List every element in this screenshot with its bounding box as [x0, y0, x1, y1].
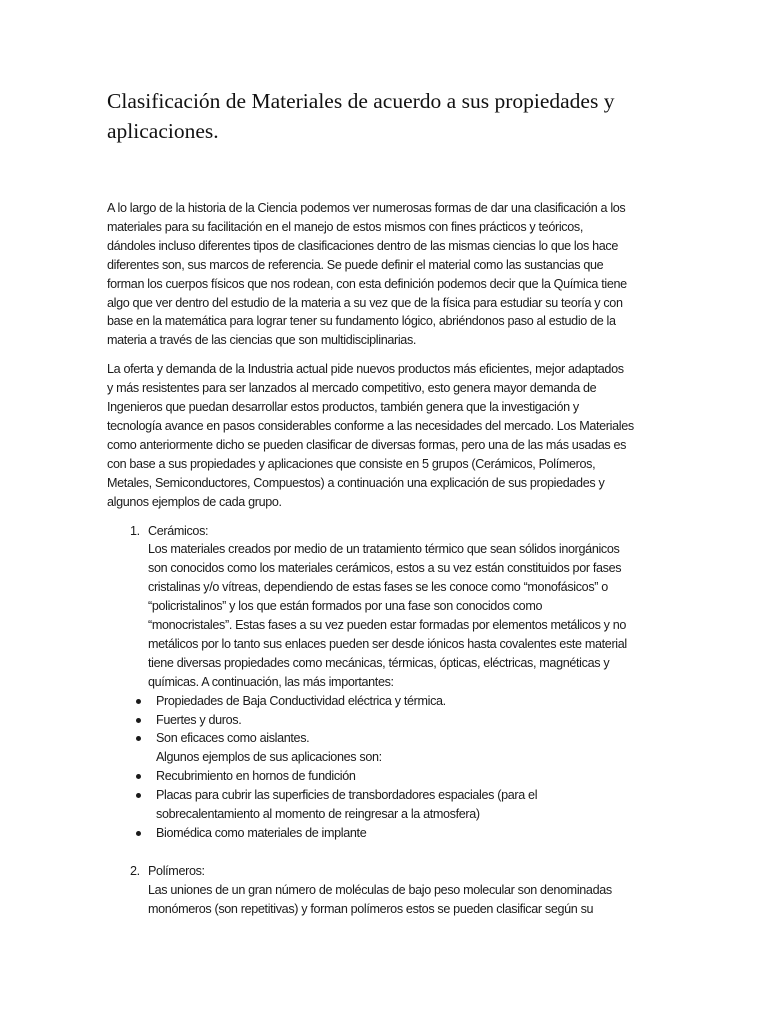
text-line: materia a través de las ciencias que son multidisciplinarias. [107, 333, 417, 348]
list-item [107, 767, 707, 786]
text-line: con base a sus propiedades y aplicaciones que consiste en 5 grupos (Cerámicos, Polímeros, [107, 456, 596, 471]
list-item-text: Fuertes y duros. [156, 712, 242, 727]
industry-paragraph [107, 360, 707, 511]
section-ceramicos [107, 522, 707, 692]
bullet-icon [136, 793, 141, 798]
title-line: Clasificación de Materiales de acuerdo a sus propiedades y [107, 89, 615, 113]
document-body [107, 199, 707, 919]
section-heading: Cerámicos: [148, 523, 209, 538]
list-item [107, 786, 707, 824]
applications-intro: Algunos ejemplos de sus aplicaciones son: [156, 750, 382, 765]
text-line: Las uniones de un gran número de moléculas de bajo peso molecular son denominadas [148, 882, 612, 897]
text-line: diferentes son, sus marcos de referencia. Se puede definir el material como las sustancias que [107, 257, 604, 272]
text-line: algo que ver dentro del estudio de la materia a su vez que de la física para estudiar su teoría y con [107, 295, 623, 310]
list-item [107, 711, 707, 730]
list-item-text: sobrecalentamiento al momento de reingresar a la atmosfera) [156, 807, 480, 822]
list-item [107, 729, 707, 748]
properties-list [107, 692, 707, 749]
text-line: materiales para su facilitación en el manejo de estos mismos con fines prácticos y teóricos, [107, 219, 583, 234]
text-line: “policristalinos” y los que están formados por una fase son conocidos como [148, 599, 543, 614]
text-line: La oferta y demanda de la Industria actual pide nuevos productos más eficientes, mejor adaptados [107, 362, 624, 377]
intro-paragraph [107, 199, 707, 350]
bullet-icon [136, 718, 141, 723]
list-number: 2. [130, 863, 140, 878]
text-line: dándoles incluso diferentes tipos de clasificaciones dentro de las mismas ciencias lo que los hace [107, 238, 619, 253]
section-text [148, 881, 707, 919]
document-title [107, 86, 707, 146]
text-line: base en la matemática para lograr tener su fundamento lógico, abriéndonos paso al estudio de la [107, 314, 616, 329]
text-line: tiene diversas propiedades como mecánicas, térmicas, ópticas, eléctricas, magnéticas y [148, 655, 610, 670]
bullet-icon [136, 831, 141, 836]
list-number: 1. [130, 523, 140, 538]
text-line: A lo largo de la historia de la Ciencia podemos ver numerosas formas de dar una clasificación a los [107, 201, 626, 215]
section-heading: Polímeros: [148, 863, 205, 878]
section-text [148, 540, 707, 691]
text-line: son conocidos como los materiales cerámicos, estos a su vez están constituidos por fases [148, 561, 622, 576]
title-line: aplicaciones. [107, 119, 219, 143]
text-line: forman los cuerpos físicos que nos rodean, con esta definición podemos decir que la Química tiene [107, 276, 627, 291]
list-item-text: Placas para cubrir las superficies de transbordadores espaciales (para el [156, 788, 538, 803]
text-line: y más resistentes para ser lanzados al mercado competitivo, esto genera mayor demanda de [107, 381, 597, 396]
bullet-icon [136, 736, 141, 741]
text-line: monómeros (son repetitivas) y forman polímeros estos se pueden clasificar según su [148, 901, 594, 916]
section-polimeros [107, 862, 707, 919]
text-line: Metales, Semiconductores, Compuestos) a continuación una explicación de sus propiedades y [107, 475, 605, 490]
list-item-text: Propiedades de Baja Conductividad eléctrica y térmica. [156, 693, 446, 708]
list-item [107, 692, 707, 711]
text-line: tecnología avance en pasos considerables conforme a las necesidades del mercado. Los Materiales [107, 418, 634, 433]
text-line: químicas. A continuación, las más importantes: [148, 674, 394, 689]
bullet-icon [136, 699, 141, 704]
text-line: metálicos por lo tanto sus enlaces pueden ser desde iónicos hasta covalentes este material [148, 636, 627, 651]
applications-list [107, 767, 707, 843]
text-line: como anteriormente dicho se pueden clasificar de diversas formas, pero una de las más usadas es [107, 437, 627, 452]
text-line: Los materiales creados por medio de un tratamiento térmico que sean sólidos inorgánicos [148, 542, 620, 557]
list-item-text: Son eficaces como aislantes. [156, 731, 310, 746]
bullet-icon [136, 774, 141, 779]
list-item-text: Recubrimiento en hornos de fundición [156, 769, 356, 784]
text-line: cristalinas y/o vítreas, dependiendo de estas fases se les conoce como “monofásicos” o [148, 580, 608, 595]
list-item-text: Biomédica como materiales de implante [156, 826, 367, 840]
list-item [107, 824, 707, 843]
text-line: Ingenieros que puedan desarrollar estos productos, también genera que la investigación y [107, 400, 579, 415]
text-line: algunos ejemplos de cada grupo. [107, 494, 282, 509]
text-line: “monocristales”. Estas fases a su vez pueden estar formadas por elementos metálicos y no [148, 618, 627, 633]
